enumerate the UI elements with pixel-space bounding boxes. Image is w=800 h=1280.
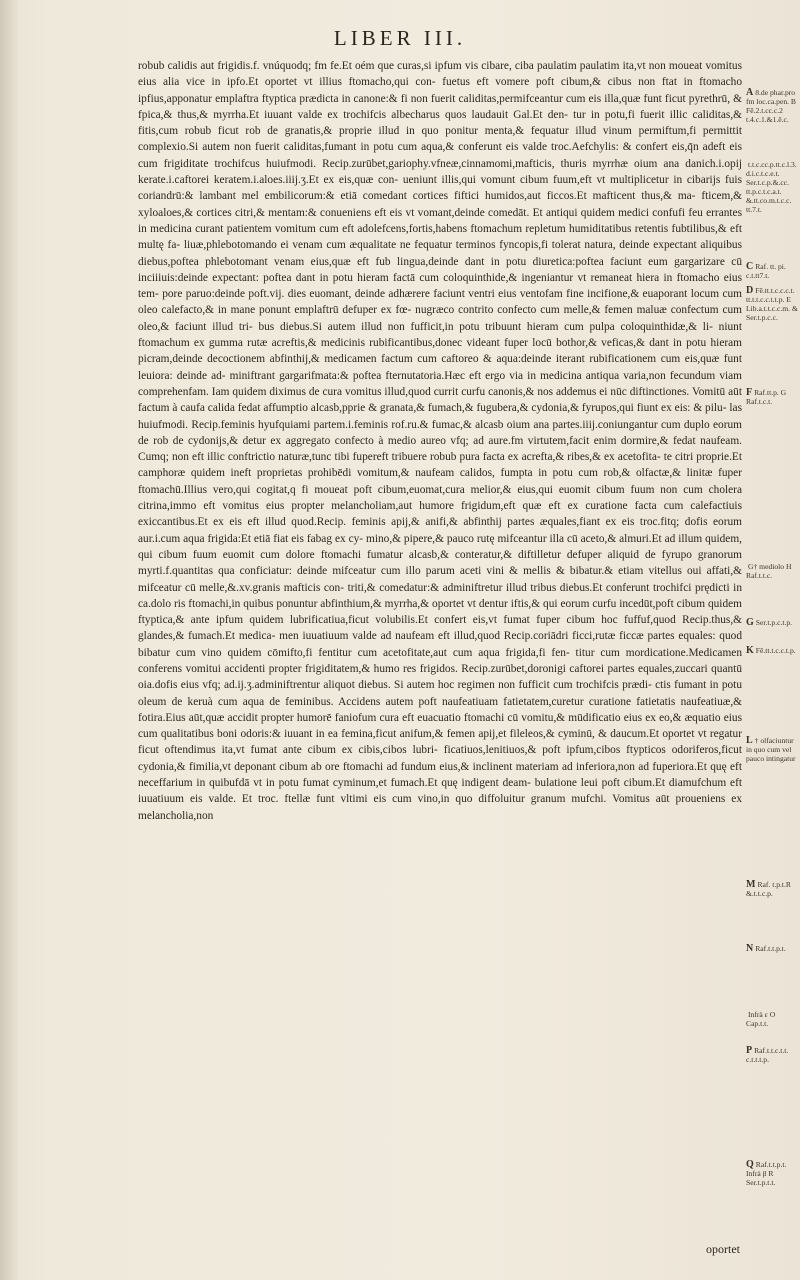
margin-note-text: Raf.t.t.p.t. Infrà β R Ser.t.p.t.t. <box>746 1160 787 1187</box>
margin-note-text: Raf. tt. pi. c.t.tt7.t. <box>746 262 786 280</box>
margin-note-text: † olfaciuntur in quo cum vel pauco intingatur <box>746 736 796 763</box>
margin-note <box>746 388 798 406</box>
margin-note <box>746 880 798 898</box>
margin-note <box>746 1046 798 1064</box>
margin-note <box>746 262 798 280</box>
main-text-column <box>138 58 742 824</box>
catchword: oportet <box>706 1242 740 1256</box>
margin-note-text: Raf.tt.p. G Raf.t.c.t. <box>746 388 787 406</box>
margin-note <box>746 1160 798 1187</box>
margin-note-text: Raf.t.t.c.t.t. c.t.t.t.p. <box>746 1046 789 1064</box>
margin-note-key: M <box>746 879 756 890</box>
margin-note <box>746 646 798 655</box>
margin-note <box>746 736 798 763</box>
margin-note-key: A <box>746 87 754 98</box>
margin-note-text: G† mediolo H Raf.t.t.c. <box>746 562 792 580</box>
margin-note-key: N <box>746 943 754 954</box>
margin-note-key: P <box>746 1045 753 1056</box>
margin-note <box>746 160 798 214</box>
running-head: LIBER III. <box>333 26 467 50</box>
margin-note-key: G <box>746 617 754 628</box>
margin-note-key: C <box>746 261 754 272</box>
body-paragraph: robub calidis aut frigidis.f. vnúquodq; fm fe.Et oém que curas,si ipfum vis cibare, ciba paulatim paulatim ita,vt non moueat vomitus eius alia vice in ipfo.Et oportet vt illius ftomacho,qui con- fuetus eft vomere poft cibum,& cibus non ftat in ftomacho ipfius,apponatur emplaftra ftyptica prædicta in canone:& fi non fuerit caliditas,permifceantur cum eis illa,quæ funt ficut pyrethrū, & fpica,& thus,& myrrha.Et iuuant valde ex trochifcis albecharus quos laudauit Gal.Et den- tur in potu,fi fuerit illic caliditas,& fitis,cum robub ficut rob de granatis,& proprie illud in quo ponitur menta,& fequatur illud vinum permiftum,fi permittit complexio.Si autem non fuerit caliditas,fumant in potu cum aqua,& conferunt eis valde troc.Aefchylis: & confert eis,q̄n adeft eis cum frigiditate trochifcus huiufmodi. Recip.zurūbet,gariophy.vfneæ,cinnamomi,mafticis, thuris myrrhæ oium ana danich.i.opij kerate.i.caftorei keratem.i.aloes.iiij.ʒ.Et ex eis,quæ con- ueniunt illis,qui vomunt cibum fuum,eft vt multiplicetur in cibarijs fuis coriandrū:& lambant mel embilicorum:& etiā comedant cortices fiftici humidos,aut ficcos.Et mafticent thus,& ma- fticem,& xyloaloes,& cortices citri,& mentam:& conueniens eft eis vt vomant,deinde comedāt. Et antiqui quidem medici confufi feu errantes in medicina curant patientem vomitum cum eft adolefcens,fortis,habens ftomachum repletum humiditatibus retentis fubtilibus,& eft multę fa- liuæ,phlebotomando ei venam cum æqualitate ne fequatur terminos fyncopis,fi tolerat natura, deinde expectant aliquibus diebus,poftea phlebotomant venam eius,quæ eft fub lingua,deinde dant in potu diuretica:poftea faciunt eum gargarizare cū inciiiuis:deinde expectant: poftea dant in potu hieram factā cum coloquinthide,& ingeniantur vt remaneat hiera in ftomacho eius tem- pore paruo:deinde poft.vij. dies euomant, deinde adhærere faciunt ventri eius ventofam fine incifione,& euaporant locum cum oleo calefacto,& in mane ponunt emplaftrū defuper ex fœ- nugræco contrito confecto cum melle,& femen maluæ confectum cum oleo,& faciunt illud tri- bus diebus.Si autem illud non fufficit,in potu tribuunt hieram cum pulpa coloquinthidæ,& li- niunt ftomachum ex gumma rutæ acreftis,& medicinis rubificantibus,donec videant fuper locū bothor,& veficas,& dant in potu hieram picram,deinde decoctionem abfinthij,& medicamen factum cum caftoreo & aqua:deinde iterant rubificationem cum eis,quæ funt leuiora: deinde ad- miniftrant gargarifmata:& poftea fternutatoria.Hæc eft ergo via in medicina antiqua varia,non fecundum viam comprehenfam. Iam quidem diximus de cura vomitus illud,quod currit curfu canonis,& nos addemus ei nūc diftinctiones. Vomitū aūt factum à caufa calida fedat affumptio alcasb,pprie & granata,& fumach,& fugubera,& cydonia,& fyrupos,qui fiunt ex eis: & pilu- las huiufmodi. Recip.feminis hyufquiami partem.i.feminis rof.ru.& fumac,& alcasb oium ana partes.iiij.coniungantur cum duplo eorum de rob de cydonijs,& detur ex aggregato confecto à medio aureo vfq; ad aure.fm virtutem,facit enim dormire,& fedat naufeam. Cumq; non eft illic conftrictio naturæ,tunc tibi fupereft tribuere robub pura facta ex acrefta,& ribes,& ex acetofita- te citri proprie.Et camphoræ quidem ineft proprietas prohibēdi vomitum,& naufeam calidos, fumpta in potu cum rob,& olfactæ,& linitæ fuper ftomachū.Illius vero,qui cogitat,q fi moueat poft cibum,euomat,cura melior,& eius,qui euomit cibum fuum non cum cholera citrina,immo eft vomitus eius propter melancholiam,aut humore frigidum,eft quæ eft ex curatione facta cum calefactiuis exiccantibus.Et ex eis eft illud quod.Recip. feminis apij,& anifi,& abfinthij partes æquales,fiant ex eis troc.fitq; dofis eorum aur.i.cum aqua frigida:Et etiā fiat eis fabag ex cy- mino,& pipere,& pauco rutę mifceantur illa cū aceto,& almuri.Et ad illum quidem, qui cibum fuum euomit cum dolore ftomachi fumatur alcasb,& conteratur,& diftilletur defuper aliquid de fyrupo granorum myrti.f.quantitas qua conficiatur: deinde mifceatur cum illo parum aceti vini & mellis & bibatur.& etiam vitellus oui affati,& mifceatur cū melle,&.xv.granis mafticis con- triti,& comedatur:& adminiftretur illud tribus diebus.Et conferunt trochifci prędicti in ca.dolo ris ftomachi,in quibus ponuntur abfinthium,& myrrha,& oportet vt dentur iftis,& qui eorum curfu incedūt,poft cibum quidem ftyptica,& ante ipfum quidem lubrificatiua,ficut volubilis.Et confert eis,vt fumat fuper cibum hoc fuffuf,quod Recip.thus,& glandes,& fumach.Et medica- men iuuatiuum valde ad naufeam eft illud,quod Recip.coriādri ficci,rutæ ficcæ partes equales: quod bibatur cum vino quidem cōmifto,fi fentitur cum acetofitate,aut cum aqua frigida,fi fen- titur cum mordicatione.Medicamen conferens vomitui accidenti propter frigiditatem,& humo res frigidos. Recip.zurūbet,doronigi caftorei partes equales,zuccari quantū oia.dofis eius vfq; ad.ij.ʒ.adminiftrentur aliquot diebus. Si autem hoc regimen non fufficit cum trochifcis prædi- ctis fumant in potu oleum de keruà cum aqua de feminibus. Accidens autem poft naufeatiuam fatietatem,curetur curatione fatietatis naufeatiuæ,& fotira.Eius aūt,quæ accidit propter humorē faniofum cura eft euacuatio ftomachi cū vomitu,& mūdificatio eius ex eo,& æquatio eius cum qualitatibus boni odoris:& iuuant in ea femina,ficut anifum,& femen apij,et fileleos,& cyminū, & daucum.Et oportet vt regatur ficut oftendimus ita,vt fumat ante cibum ex cibis,cibos lubri- ficatiuos,lenitiuos,& poft ipfum,cibos ftypticos odoriferos,ficut cydonia,& fimilia,vt deponant cibum ab ore ftomachi ad fundum eius,& inclinent materiam ad inferiora,non ad fuperiora.Et quę eft neceffarium in quibufdā vt in potu fumat cyminum,et fumach.Et quę indigent deam- bulatione leui poft cibum.Et diamufchum eft iuuatiuum eis valde. Et troc. ftellæ funt vltimi eis cum vino,in quo diffoluitur granum mufchi. Vomitus aūt proueniens ex melancholia,non <box>138 60 742 822</box>
margin-note-text: Fē.tt.t.c.c.c.t. tt.t.t.c.c.t.t.p. E Lib.a.t.t.c.c.m. & Ser.t.p.c.c. <box>746 286 798 322</box>
margin-note <box>746 618 798 627</box>
margin-note-text: Fē.tt.t.c.c.t.p. <box>755 646 796 655</box>
margin-note-key: K <box>746 645 754 656</box>
margin-note-text: Infrà ε O Cap.t.t. <box>746 1010 776 1028</box>
margin-note-key: F <box>746 387 753 398</box>
margin-note-text: t.t.c.cc.p.tt.c.l.3.d.i.c.t.c.e.t. Ser.t.c.p.&.cc. tt.p.c.t.c.a.t. &.tt.co.m.t.c.c. tt.7.t. <box>746 160 797 214</box>
margin-note-key: Q <box>746 1159 754 1170</box>
margin-note-key: D <box>746 285 754 296</box>
margin-note <box>746 286 798 322</box>
margin-note <box>746 944 798 953</box>
margin-note-text: Raf.t.t.p.t. <box>755 944 786 953</box>
margin-note <box>746 562 798 580</box>
margin-note <box>746 1010 798 1028</box>
margin-note-text: Ser.t.p.c.t.p. <box>755 618 793 627</box>
margin-note <box>746 88 798 124</box>
margin-note-text: Raf. t.p.t.R &.t.t.c.p. <box>746 880 791 898</box>
margin-note-text: 8.de phar.pro fm loc.ca.pen. B Fē.2.t.cc.c.2 t.4.c.1.&1.ē.c. <box>746 88 796 124</box>
page-gutter <box>0 0 18 1280</box>
margin-note-key: L <box>746 735 753 746</box>
